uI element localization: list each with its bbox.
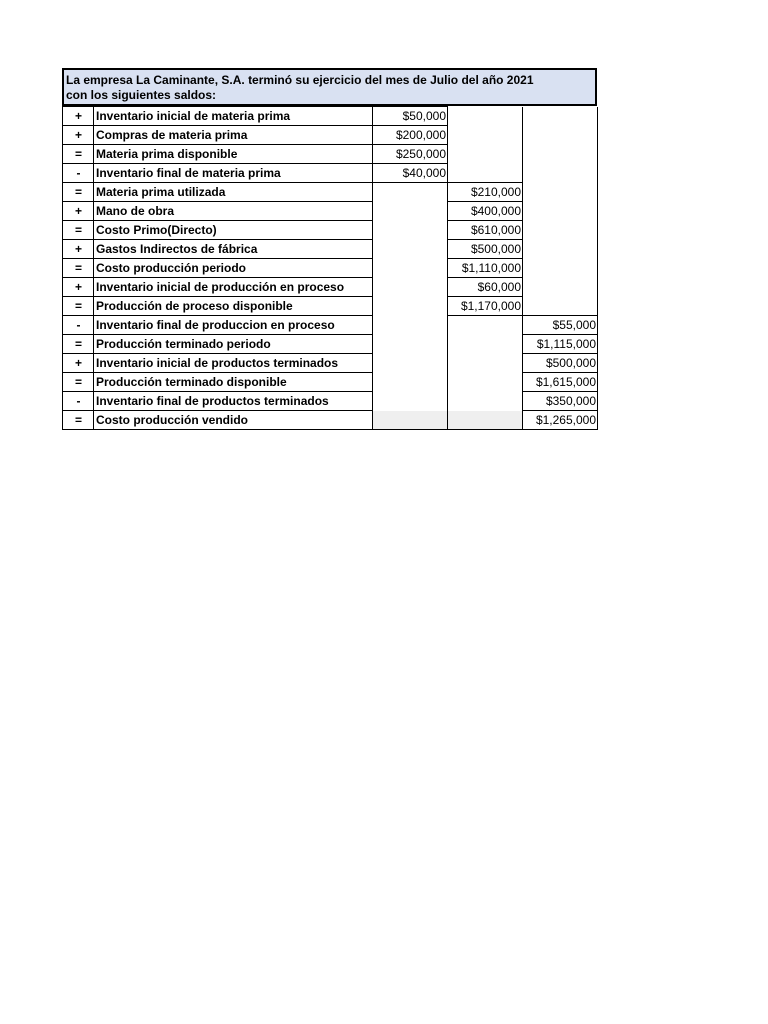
- amount-cell-c1: $40,000: [373, 164, 448, 183]
- amount-cell-c3: [523, 107, 598, 126]
- concept-cell: Compras de materia prima: [94, 126, 373, 145]
- concept-cell: Inventario inicial de producción en proceso: [94, 278, 373, 297]
- cost-of-production-sheet: [62, 68, 597, 430]
- concept-cell: Costo Primo(Directo): [94, 221, 373, 240]
- table-row: [63, 183, 598, 202]
- table-row: [63, 145, 598, 164]
- title-line-2: con los siguientes saldos:: [66, 88, 217, 102]
- amount-cell-c2: $400,000: [448, 202, 523, 221]
- amount-cell-c2: [448, 335, 523, 354]
- concept-cell: Mano de obra: [94, 202, 373, 221]
- amount-cell-c1: [373, 202, 448, 221]
- table-row: [63, 392, 598, 411]
- operator-cell: +: [63, 202, 94, 221]
- cost-table-body: [63, 107, 598, 430]
- amount-cell-c3: $1,615,000: [523, 373, 598, 392]
- amount-cell-c3: $500,000: [523, 354, 598, 373]
- amount-cell-c1: [373, 354, 448, 373]
- operator-cell: =: [63, 335, 94, 354]
- amount-cell-c2: [448, 373, 523, 392]
- amount-cell-c3: [523, 221, 598, 240]
- amount-cell-c3: [523, 183, 598, 202]
- operator-cell: +: [63, 354, 94, 373]
- amount-cell-c3: [523, 297, 598, 316]
- concept-cell: Costo producción vendido: [94, 411, 373, 430]
- table-row: [63, 278, 598, 297]
- table-row: [63, 259, 598, 278]
- amount-cell-c2: [448, 411, 523, 430]
- amount-cell-c1: [373, 316, 448, 335]
- table-row: [63, 164, 598, 183]
- table-row: [63, 354, 598, 373]
- amount-cell-c3: [523, 278, 598, 297]
- concept-cell: Costo producción periodo: [94, 259, 373, 278]
- operator-cell: =: [63, 297, 94, 316]
- amount-cell-c2: [448, 354, 523, 373]
- amount-cell-c1: [373, 183, 448, 202]
- amount-cell-c2: [448, 164, 523, 183]
- concept-cell: Inventario final de productos terminados: [94, 392, 373, 411]
- title-line-1: La empresa La Caminante, S.A. terminó su ejercicio del mes de Julio del año 2021: [66, 73, 534, 87]
- table-row: [63, 297, 598, 316]
- concept-cell: Inventario final de materia prima: [94, 164, 373, 183]
- table-row: [63, 411, 598, 430]
- operator-cell: +: [63, 240, 94, 259]
- concept-cell: Gastos Indirectos de fábrica: [94, 240, 373, 259]
- operator-cell: -: [63, 164, 94, 183]
- amount-cell-c2: [448, 145, 523, 164]
- operator-cell: +: [63, 278, 94, 297]
- amount-cell-c1: $200,000: [373, 126, 448, 145]
- operator-cell: +: [63, 107, 94, 126]
- amount-cell-c1: [373, 240, 448, 259]
- amount-cell-c3: $1,115,000: [523, 335, 598, 354]
- amount-cell-c3: [523, 202, 598, 221]
- sheet-title: [62, 68, 597, 106]
- concept-cell: Materia prima utilizada: [94, 183, 373, 202]
- operator-cell: -: [63, 316, 94, 335]
- concept-cell: Materia prima disponible: [94, 145, 373, 164]
- amount-cell-c2: $60,000: [448, 278, 523, 297]
- operator-cell: =: [63, 373, 94, 392]
- table-row: [63, 202, 598, 221]
- amount-cell-c1: [373, 373, 448, 392]
- concept-cell: Producción de proceso disponible: [94, 297, 373, 316]
- operator-cell: +: [63, 126, 94, 145]
- amount-cell-c3: [523, 259, 598, 278]
- amount-cell-c3: [523, 240, 598, 259]
- amount-cell-c1: [373, 221, 448, 240]
- table-row: [63, 316, 598, 335]
- amount-cell-c3: [523, 126, 598, 145]
- amount-cell-c1: [373, 411, 448, 430]
- operator-cell: =: [63, 259, 94, 278]
- table-row: [63, 335, 598, 354]
- cost-table: [62, 106, 598, 430]
- amount-cell-c2: $610,000: [448, 221, 523, 240]
- amount-cell-c1: $50,000: [373, 107, 448, 126]
- amount-cell-c2: [448, 107, 523, 126]
- operator-cell: =: [63, 221, 94, 240]
- concept-cell: Producción terminado disponible: [94, 373, 373, 392]
- amount-cell-c1: [373, 278, 448, 297]
- amount-cell-c2: [448, 392, 523, 411]
- amount-cell-c3: $350,000: [523, 392, 598, 411]
- amount-cell-c3: $1,265,000: [523, 411, 598, 430]
- operator-cell: -: [63, 392, 94, 411]
- concept-cell: Producción terminado periodo: [94, 335, 373, 354]
- table-row: [63, 126, 598, 145]
- operator-cell: =: [63, 183, 94, 202]
- operator-cell: =: [63, 145, 94, 164]
- amount-cell-c2: $210,000: [448, 183, 523, 202]
- amount-cell-c2: $500,000: [448, 240, 523, 259]
- concept-cell: Inventario inicial de materia prima: [94, 107, 373, 126]
- amount-cell-c2: [448, 126, 523, 145]
- amount-cell-c2: $1,110,000: [448, 259, 523, 278]
- amount-cell-c3: [523, 145, 598, 164]
- amount-cell-c1: [373, 297, 448, 316]
- amount-cell-c3: [523, 164, 598, 183]
- amount-cell-c2: $1,170,000: [448, 297, 523, 316]
- amount-cell-c3: $55,000: [523, 316, 598, 335]
- concept-cell: Inventario final de produccion en proceso: [94, 316, 373, 335]
- table-row: [63, 240, 598, 259]
- concept-cell: Inventario inicial de productos terminados: [94, 354, 373, 373]
- table-row: [63, 107, 598, 126]
- amount-cell-c1: $250,000: [373, 145, 448, 164]
- table-row: [63, 373, 598, 392]
- amount-cell-c1: [373, 335, 448, 354]
- amount-cell-c2: [448, 316, 523, 335]
- amount-cell-c1: [373, 392, 448, 411]
- table-row: [63, 221, 598, 240]
- amount-cell-c1: [373, 259, 448, 278]
- operator-cell: =: [63, 411, 94, 430]
